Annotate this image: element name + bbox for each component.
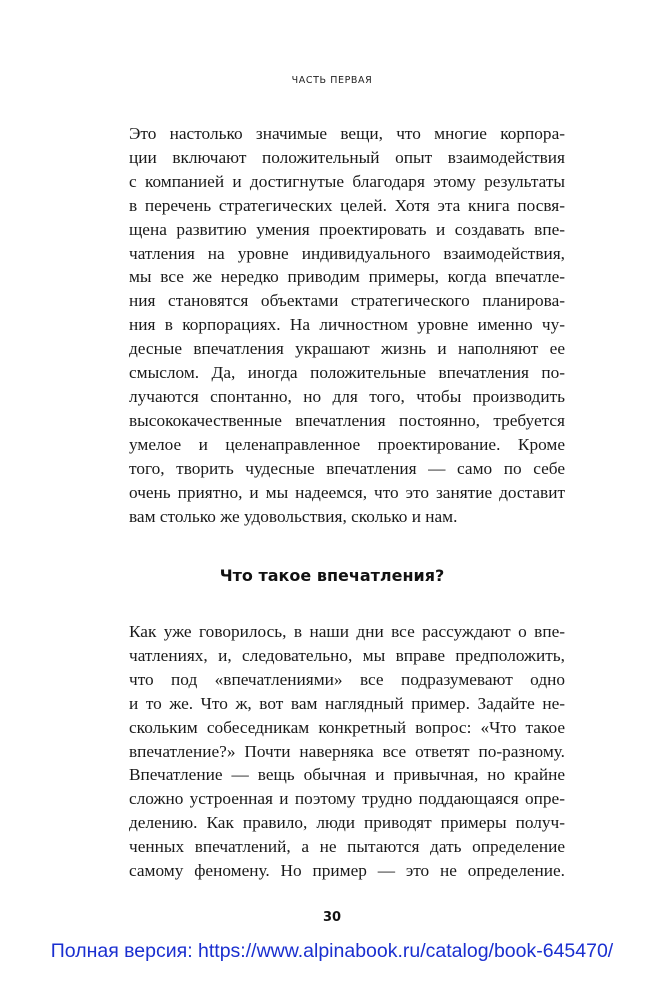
text-line: лучаются спонтанно, но для того, чтобы производить: [129, 386, 565, 406]
text-line: умелое и целенаправленное проектирование. Кроме: [129, 434, 565, 454]
text-line: чатления на уровне индивидуального взаимодействия,: [129, 243, 565, 263]
text-line: и то же. Что ж, вот вам наглядный пример. Задайте не-: [129, 693, 565, 713]
text-line: Как уже говорилось, в наши дни все рассуждают о впе-: [129, 622, 565, 641]
text-line: смыслом. Да, иногда положительные впечатления по-: [129, 363, 565, 383]
section-heading: Что такое впечатления?: [219, 566, 445, 585]
text-line: ции включают положительный опыт взаимодействия: [129, 147, 565, 167]
text-line: Это настолько значимые вещи, что многие корпора-: [129, 124, 565, 143]
text-line: с компанией и достигнутые благодаря этому результаты: [129, 171, 565, 191]
text-line: того, творить чудесные впечатления — само по себе: [129, 458, 565, 478]
text-line: десные впечатления украшают жизнь и наполняют ее: [129, 339, 565, 359]
text-line: мы все же нередко приводим примеры, когда впечатле-: [129, 267, 565, 287]
text-line: высококачественные впечатления постоянно, требуется: [129, 410, 565, 430]
full-version-link[interactable]: Полная версия: https://www.alpinabook.ru/catalog/book-645470/: [50, 940, 614, 962]
body-paragraph-2: [129, 620, 565, 883]
text-line: вам столько же удовольствия, сколько и нам.: [129, 506, 458, 526]
running-head: ЧАСТЬ ПЕРВАЯ: [291, 75, 373, 86]
text-line: скольким собеседникам конкретный вопрос: «Что такое: [129, 717, 565, 737]
text-line: сложно устроенная и поэтому трудно поддающаяся опре-: [129, 789, 565, 809]
text-line: ния становятся объектами стратегического планирова-: [129, 291, 565, 311]
text-line: самому феномену. Но пример — это не определение.: [129, 861, 565, 881]
text-line: впечатление?» Почти наверняка все ответят по-разному.: [129, 741, 565, 761]
page-number: 30: [322, 910, 342, 925]
body-paragraph-1: [129, 122, 565, 528]
text-line: очень приятно, и мы надеемся, что это занятие доставит: [129, 482, 565, 502]
text-line: в перечень стратегических целей. Хотя эта книга посвя-: [129, 195, 565, 215]
text-line: Впечатление — вещь обычная и привычная, но крайне: [129, 765, 565, 785]
text-line: что под «впечатлениями» все подразумевают одно: [129, 669, 565, 689]
text-line: ченных впечатлений, а не пытаются дать определение: [129, 837, 565, 857]
text-line: делению. Как правило, люди приводят примеры получ-: [129, 813, 565, 833]
text-line: чатлениях, и, следовательно, мы вправе предположить,: [129, 645, 565, 665]
text-line: ния в корпорациях. На личностном уровне именно чу-: [129, 315, 565, 335]
text-line: щена развитию умения проектировать и создавать впе-: [129, 219, 565, 239]
